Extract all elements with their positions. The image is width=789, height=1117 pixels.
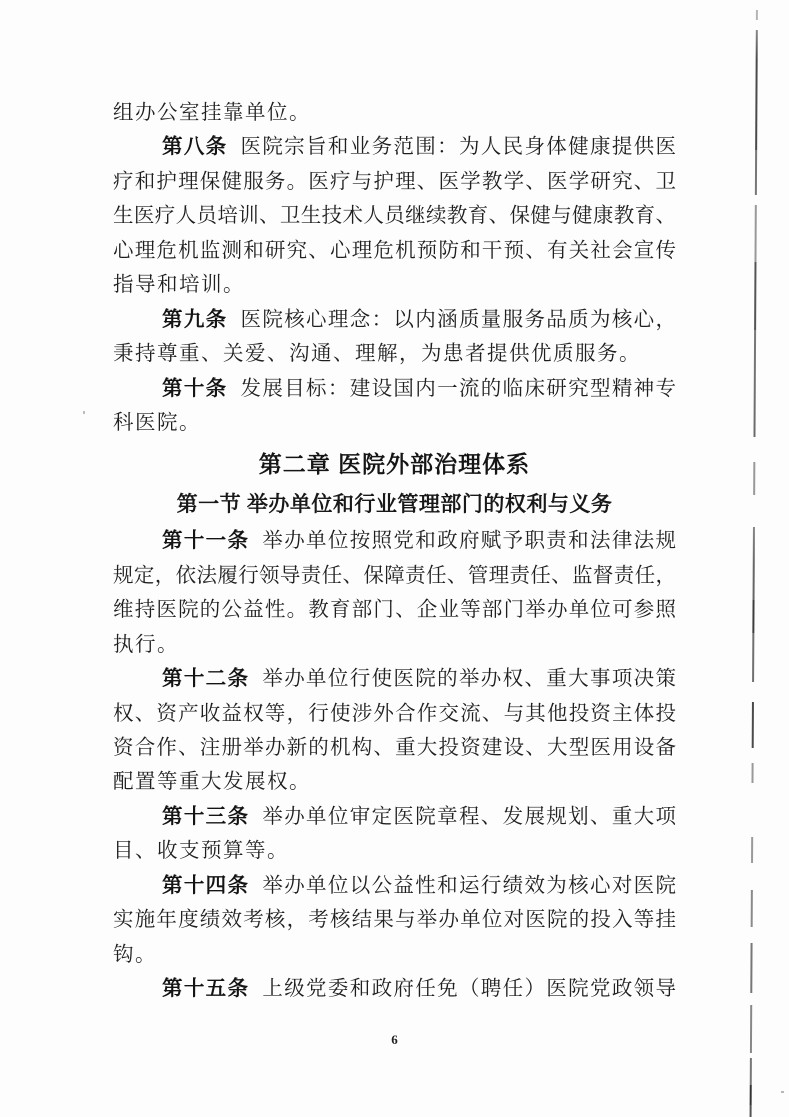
line-text: 举办单位审定医院章程、发展规划、重大项 xyxy=(262,805,677,828)
line-text: 举办单位以公益性和运行绩效为核心对医院 xyxy=(262,874,677,897)
line-text: 执行。 xyxy=(113,633,179,656)
text-line xyxy=(113,869,676,903)
scan-speck xyxy=(781,1091,784,1093)
line-text: 实施年度绩效考核，考核结果与举办单位对医院的投入等挂 xyxy=(113,909,676,932)
line-text: 配置等重大发展权。 xyxy=(113,771,311,794)
article-number: 第十三条 xyxy=(162,805,250,828)
line-text: 维持医院的公益性。教育部门、企业等部门举办单位可参照 xyxy=(113,599,676,622)
text-line xyxy=(113,938,676,972)
text-line xyxy=(113,903,676,937)
text-line xyxy=(113,765,676,799)
line-text: 举办单位按照党和政府赋予职责和法律法规 xyxy=(262,530,677,553)
article-number: 第十四条 xyxy=(162,874,250,897)
line-text: 医院核心理念：以内涵质量服务品质为核心， xyxy=(240,308,677,331)
line-text: 发展目标：建设国内一流的临床研究型精神专 xyxy=(240,377,677,400)
article-number: 第八条 xyxy=(162,136,228,159)
text-line xyxy=(113,559,676,593)
section-heading xyxy=(113,484,676,524)
article-number: 第九条 xyxy=(162,308,228,331)
text-line xyxy=(113,372,676,406)
text-line xyxy=(113,234,676,268)
line-text: 组办公室挂靠单位。 xyxy=(113,102,311,124)
document-text-block xyxy=(113,96,676,1007)
text-line xyxy=(113,628,676,662)
article-number: 第十二条 xyxy=(162,668,250,691)
line-text: 举办单位行使医院的举办权、重大事项决策 xyxy=(262,668,677,691)
line-text: 目、收支预算等。 xyxy=(113,840,289,863)
line-text: 规定，依法履行领导责任、保障责任、管理责任、监督责任， xyxy=(113,564,676,587)
text-line xyxy=(113,662,676,696)
line-text: 科医院。 xyxy=(113,411,201,434)
text-line xyxy=(113,130,676,164)
text-line xyxy=(113,524,676,558)
text-line xyxy=(113,697,676,731)
line-text: 心理危机监测和研究、心理危机预防和干预、有关社会宣传 xyxy=(113,239,676,262)
text-line xyxy=(113,800,676,834)
line-text: 疗和护理保健服务。医疗与护理、医学教学、医学研究、卫 xyxy=(113,170,676,193)
article-number: 第十条 xyxy=(162,377,228,400)
line-text: 秉持尊重、关爱、沟通、理解，为患者提供优质服务。 xyxy=(113,343,641,366)
article-number: 第十一条 xyxy=(162,530,250,553)
line-text: 医院宗旨和业务范围：为人民身体健康提供医 xyxy=(240,136,677,159)
text-line xyxy=(113,834,676,868)
article-number: 第十五条 xyxy=(162,978,250,1001)
line-text: 第一节 举办单位和行业管理部门的权利与义务 xyxy=(176,492,613,517)
scan-artifact-line xyxy=(750,0,758,1117)
line-text: 指导和培训。 xyxy=(113,274,245,297)
line-text: 生医疗人员培训、卫生技术人员继续教育、保健与健康教育、 xyxy=(113,205,676,228)
line-text: 权、资产收益权等，行使涉外合作交流、与其他投资主体投 xyxy=(113,702,676,725)
text-line xyxy=(113,972,676,1006)
scan-speck xyxy=(83,411,85,414)
line-text: 钩。 xyxy=(113,943,157,966)
text-line xyxy=(113,303,676,337)
line-text: 上级党委和政府任免（聘任）医院党政领导 xyxy=(262,978,677,1001)
text-line xyxy=(113,268,676,302)
text-line xyxy=(113,96,676,130)
line-text: 资合作、注册举办新的机构、重大投资建设、大型医用设备 xyxy=(113,737,676,759)
page-number: 6 xyxy=(391,1032,398,1047)
text-line xyxy=(113,337,676,371)
chapter-heading xyxy=(113,444,676,484)
text-line xyxy=(113,731,676,765)
text-line xyxy=(113,593,676,627)
text-line xyxy=(113,199,676,233)
text-line xyxy=(113,165,676,199)
text-line xyxy=(113,406,676,440)
line-text: 第二章 医院外部治理体系 xyxy=(258,451,531,478)
